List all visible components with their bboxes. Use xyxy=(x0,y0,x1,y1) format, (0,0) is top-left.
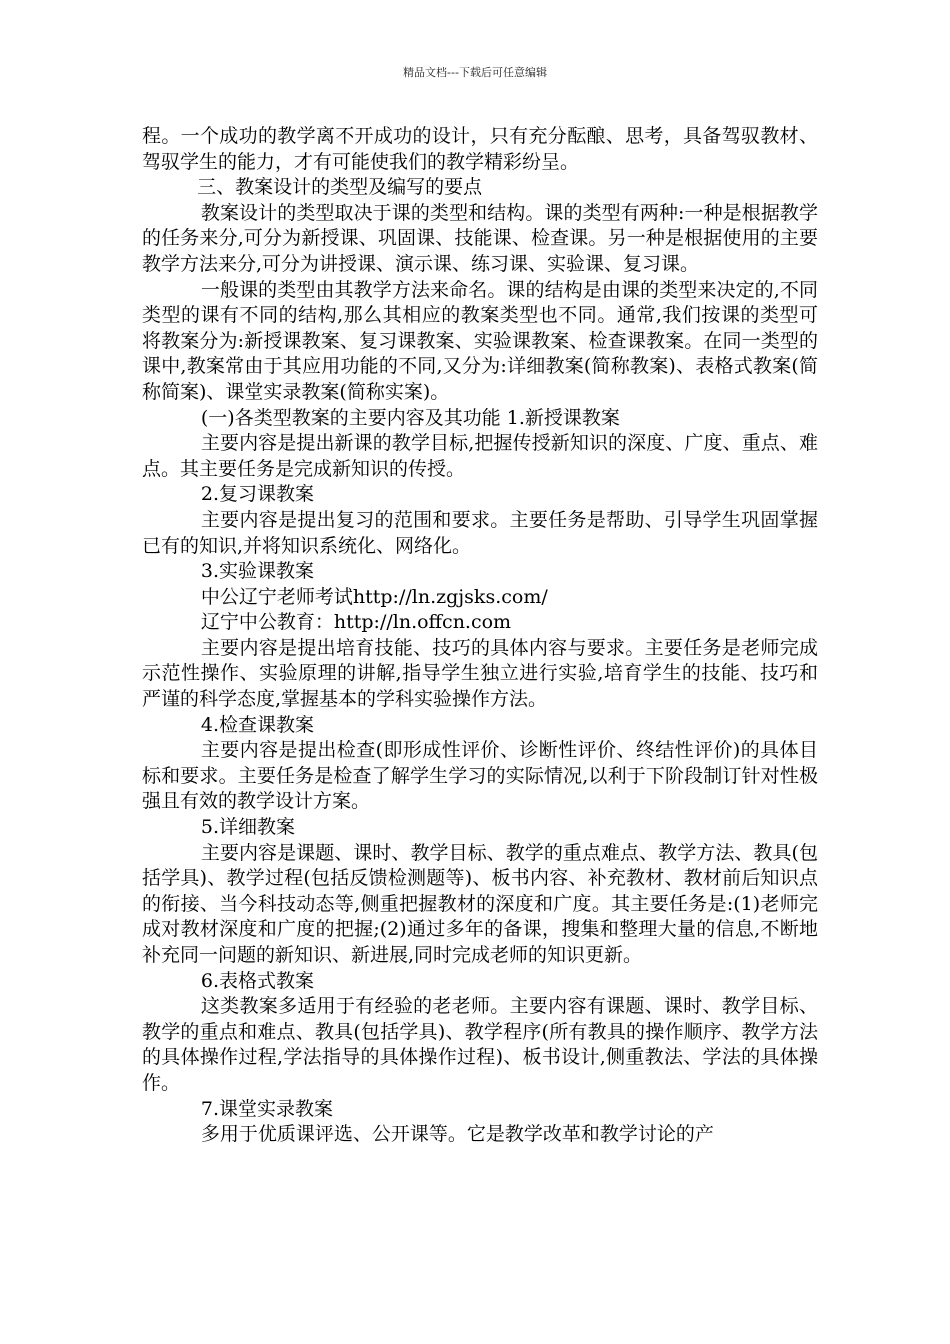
paragraph: 一般课的类型由其教学方法来命名。课的结构是由课的类型来决定的,不同类型的课有不同的结构,那么其相应的教案类型也不同。通常,我们按课的类型可将教案分为:新授课教案、复习课教案、实验课教案、检查课教案。在同一类型的课中,教案常由于其应用功能的不同,又分为:详细教案(简称教案)、表格式教案(简称简案)、课堂实录教案(简称实案)。 xyxy=(142,278,818,403)
paragraph: 多用于优质课评选、公开课等。它是教学改革和教学讨论的产 xyxy=(200,1123,714,1146)
item-heading: 6.表格式教案 xyxy=(200,969,315,992)
item-heading: 7.课堂实录教案 xyxy=(200,1097,334,1120)
item-heading: 4.检查课教案 xyxy=(200,713,315,736)
paragraph: 程。一个成功的教学离不开成功的设计，只有充分酝酿、思考，具备驾驭教材、驾驭学生的能力，才有可能使我们的教学精彩纷呈。 xyxy=(142,125,818,173)
document-body xyxy=(142,124,818,1148)
paragraph: 主要内容是提出新课的教学目标,把握传授新知识的深度、广度、重点、难点。其主要任务是完成新知识的传授。 xyxy=(142,432,818,480)
paragraph: 主要内容是课题、课时、教学目标、教学的重点难点、教学方法、教具(包括学具)、教学过程(包括反馈检测题等)、板书内容、补充教材、教材前后知识点的衔接、当今科技动态等,侧重把握教材的深度和广度。其主要任务是:(1)老师完成对教材深度和广度的把握;(2)通过多年的备课，搜集和整理大量的信息,不断地补充同一问题的新知识、新进展,同时完成老师的知识更新。 xyxy=(142,841,818,966)
item-heading: 3.实验课教案 xyxy=(200,560,315,583)
item-heading: 5.详细教案 xyxy=(200,816,296,839)
paragraph: 主要内容是提出检查(即形成性评价、诊断性评价、终结性评价)的具体目标和要求。主要任务是检查了解学生学习的实际情况,以利于下阶段制订针对性极强且有效的教学设计方案。 xyxy=(142,739,818,813)
paragraph: 这类教案多适用于有经验的老老师。主要内容有课题、课时、教学目标、教学的重点和难点、教具(包括学具)、教学程序(所有教具的操作顺序、教学方法的具体操作过程,学法指导的具体操作过程)、板书设计,侧重教法、学法的具体操作。 xyxy=(142,995,818,1094)
paragraph: 主要内容是提出复习的范围和要求。主要任务是帮助、引导学生巩固掌握已有的知识,并将知识系统化、网络化。 xyxy=(142,508,818,557)
section-heading: 三、教案设计的类型及编写的要点 xyxy=(197,176,483,199)
page-header: 精品文档---下载后可任意编辑 xyxy=(403,66,547,79)
promo-line: 辽宁中公教育：http://ln.offcn.com xyxy=(200,611,512,634)
paragraph: 主要内容是提出培育技能、技巧的具体内容与要求。主要任务是老师完成示范性操作、实验原理的讲解,指导学生独立进行实验,培育学生的技能、技巧和严谨的科学态度,掌握基本的学科实验操作方法。 xyxy=(142,636,818,711)
subsection-heading: (一)各类型教案的主要内容及其功能 1.新授课教案 xyxy=(200,406,620,429)
paragraph: 教案设计的类型取决于课的类型和结构。课的类型有两种:一种是根据教学的任务来分,可分为新授课、巩固课、技能课、检查课。另一种是根据使用的主要教学方法来分,可分为讲授课、演示课、练习课、实验课、复习课。 xyxy=(142,201,818,275)
promo-line: 中公辽宁老师考试http://ln.zgjsks.com/ xyxy=(200,585,548,608)
item-heading: 2.复习课教案 xyxy=(200,483,315,506)
